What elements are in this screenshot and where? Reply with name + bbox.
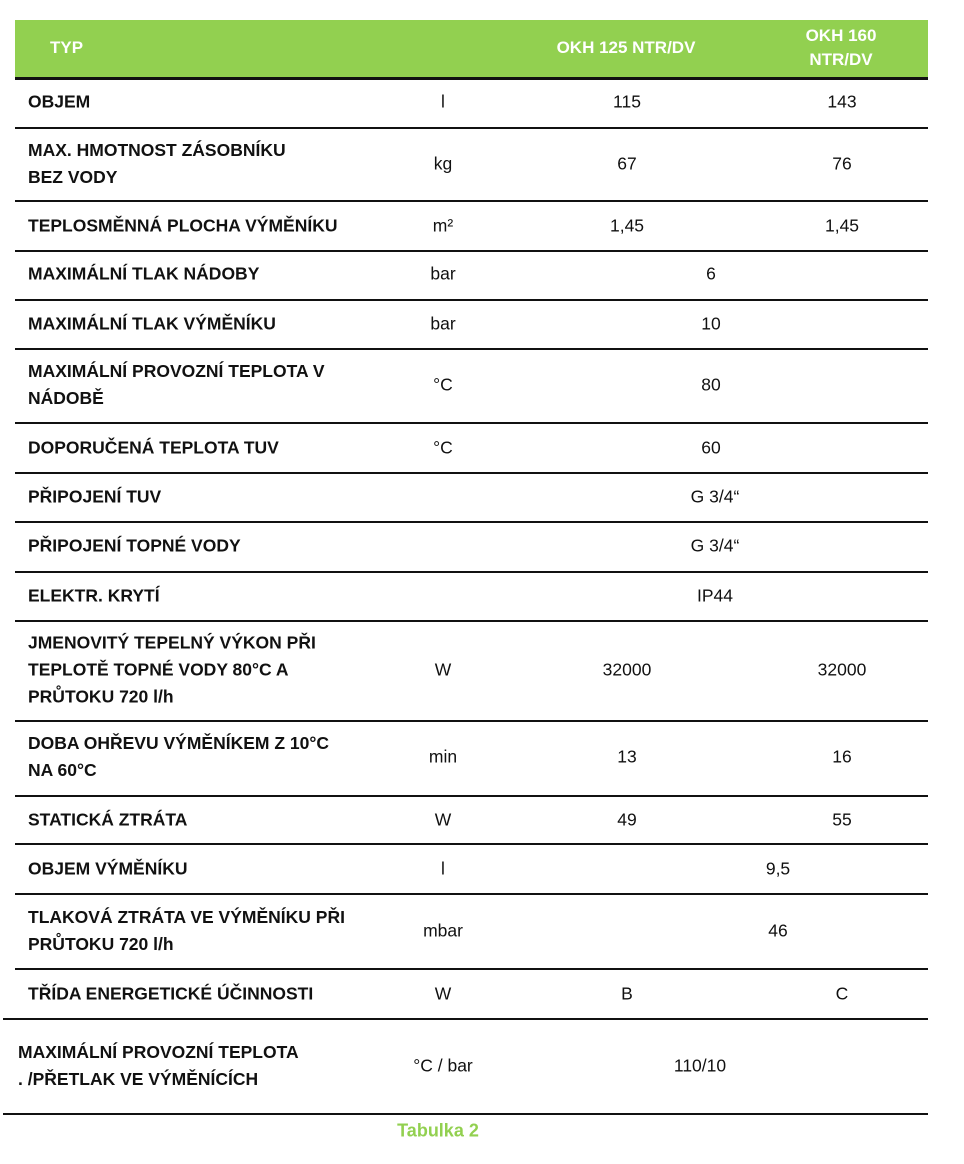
value-both: IP44 — [697, 585, 733, 606]
row-unit: bar — [430, 313, 456, 334]
row-divider — [15, 348, 928, 350]
value-okh125: 49 — [617, 809, 637, 830]
value-okh160: 143 — [827, 91, 857, 112]
row-divider — [15, 299, 928, 301]
row-unit: °C / bar — [413, 1055, 473, 1076]
value-okh125: 13 — [617, 746, 637, 767]
row-label: TŘÍDA ENERGETICKÉ ÚČINNOSTI — [28, 983, 314, 1004]
row-divider — [15, 843, 928, 845]
value-okh125: 1,45 — [609, 215, 645, 236]
row-label: MAXIMÁLNÍ PROVOZNÍ TEPLOTA . /PŘETLAK VE VÝMĚNÍCÍCH — [18, 1042, 299, 1089]
value-both: 46 — [768, 920, 788, 941]
value-both: 60 — [701, 437, 721, 458]
table-header — [15, 20, 928, 77]
row-unit: bar — [430, 263, 456, 284]
row-label: STATICKÁ ZTRÁTA — [28, 809, 188, 830]
row-divider — [15, 521, 928, 523]
header-okh160: OKH 160 NTR/DV — [805, 26, 877, 69]
table-caption: Tabulka 2 — [397, 1120, 479, 1141]
row-label: PŘIPOJENÍ TUV — [28, 486, 162, 507]
value-both: 9,5 — [765, 858, 791, 879]
row-label: MAXIMÁLNÍ TLAK NÁDOBY — [28, 263, 260, 284]
value-okh125: B — [621, 983, 633, 1004]
row-label: JMENOVITÝ TEPELNÝ VÝKON PŘI TEPLOTĚ TOPNÉ VODY 80°C A PRŮTOKU 720 l/h — [28, 632, 316, 707]
row-label: DOBA OHŘEVU VÝMĚNÍKEM Z 10°C NA 60°C — [28, 733, 329, 780]
row-divider — [15, 968, 928, 970]
row-divider — [15, 127, 928, 129]
row-label: OBJEM — [28, 91, 91, 112]
row-unit: l — [441, 91, 445, 112]
row-divider — [3, 1113, 928, 1115]
row-divider — [15, 472, 928, 474]
value-okh160: 55 — [832, 809, 852, 830]
row-divider — [15, 620, 928, 622]
row-unit: W — [434, 983, 452, 1004]
header-typ: TYP — [50, 38, 84, 57]
row-divider — [15, 795, 928, 797]
header-okh125: OKH 125 NTR/DV — [556, 38, 696, 57]
value-okh125: 32000 — [602, 659, 652, 680]
row-label: PŘIPOJENÍ TOPNÉ VODY — [28, 535, 241, 556]
value-both: G 3/4“ — [690, 486, 740, 507]
row-divider — [3, 1018, 928, 1020]
row-divider — [15, 250, 928, 252]
row-unit: kg — [433, 153, 453, 174]
row-divider — [15, 571, 928, 573]
row-divider — [15, 77, 928, 80]
row-label: OBJEM VÝMĚNÍKU — [28, 858, 188, 879]
row-label: TLAKOVÁ ZTRÁTA VE VÝMĚNÍKU PŘI PRŮTOKU 720 l/h — [28, 907, 345, 954]
value-okh160: 16 — [832, 746, 852, 767]
value-both: 10 — [701, 313, 721, 334]
row-label: ELEKTR. KRYTÍ — [28, 585, 160, 606]
value-both: 6 — [706, 263, 716, 284]
value-okh160: 32000 — [817, 659, 867, 680]
value-both: 80 — [701, 374, 721, 395]
row-label: TEPLOSMĚNNÁ PLOCHA VÝMĚNÍKU — [28, 215, 338, 236]
row-unit: mbar — [423, 920, 463, 941]
row-label: MAX. HMOTNOST ZÁSOBNÍKU BEZ VODY — [28, 140, 286, 187]
value-okh125: 67 — [617, 153, 637, 174]
value-okh160: C — [835, 983, 849, 1004]
row-unit: °C — [433, 374, 453, 395]
row-unit: l — [441, 858, 445, 879]
row-unit: m² — [432, 215, 454, 236]
value-okh160: 1,45 — [824, 215, 860, 236]
row-unit: W — [434, 659, 452, 680]
row-label: DOPORUČENÁ TEPLOTA TUV — [28, 437, 279, 458]
row-unit: min — [428, 746, 458, 767]
row-divider — [15, 720, 928, 722]
value-both: 110/10 — [673, 1055, 727, 1076]
row-divider — [15, 422, 928, 424]
row-divider — [15, 200, 928, 202]
row-unit: W — [434, 809, 452, 830]
row-divider — [15, 893, 928, 895]
value-okh125: 115 — [613, 91, 641, 112]
row-label: MAXIMÁLNÍ PROVOZNÍ TEPLOTA V NÁDOBĚ — [28, 361, 325, 408]
row-label: MAXIMÁLNÍ TLAK VÝMĚNÍKU — [28, 313, 276, 334]
row-unit: °C — [433, 437, 453, 458]
value-okh160: 76 — [832, 153, 852, 174]
value-both: G 3/4“ — [690, 535, 740, 556]
